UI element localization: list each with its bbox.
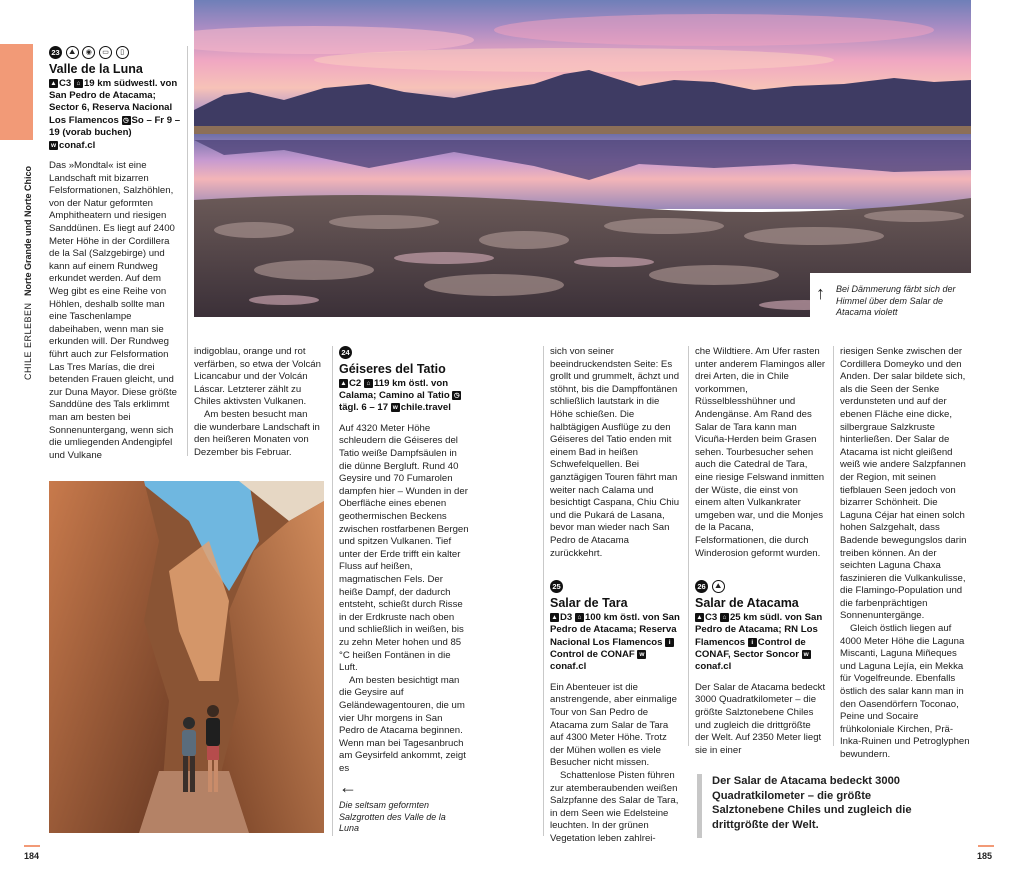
map-icon: ▲ — [340, 379, 347, 387]
side-head-part1: CHILE ERLEBEN — [23, 302, 33, 380]
clock-icon: ◷ — [454, 392, 460, 399]
caption-bottom: Die seltsam geformten Salzgrotten des Valle de la Luna — [339, 800, 446, 833]
camera-icon: ◉ — [82, 46, 95, 59]
divider — [332, 346, 333, 836]
bag-icon: ▯ — [116, 46, 129, 59]
column-1 — [49, 46, 182, 462]
hiking-icon: ⛰ — [712, 580, 725, 593]
column-3: 24 Géiseres del Tatio ▲ C2 ⌂ 119 km östl. von Calama; Camino al Tatio ◷tägl. 6 – 17 w chile.travel Auf 4320 Meter Höhe schleudern die Géiseres del Tatio weiße Dampfsäulen in die dünne Bergluft. Rund 40 Geysire und 70 Fumarolen dampfen hier – Wunden in der Oberfläche eines ebenen geothermischen Beckens zwischen rostfarbenen Bergen und spitzen Vulkanen. Tief unter der Erde trifft ein kalter Fluss auf heißen, magmatischen Fels. Der heiße Dampf, der dadurch entsteht, schießt durch Risse in der Erdkruste nach oben und schließlich in weißen, bis zu zehn Meter hohen und 85 °C heißen Fontänen in die Luft. Am besten besichtigt man die Geysire auf Geländewagentouren, die um vier Uhr morgens in San Pedro de Atacama beginnen. Wenn man bei Tagesanbruch am Geysirfeld ankommt, zeigt es — [339, 348, 469, 774]
entry-23-icons — [49, 46, 182, 60]
info-icon: i — [748, 638, 757, 647]
location-icon: ⌂ — [364, 379, 373, 388]
arrow-up-icon: ↑ — [816, 283, 825, 303]
bus-icon: ▭ — [99, 46, 112, 59]
pull-quote-bar — [697, 774, 702, 838]
entry-25-web[interactable]: conaf.cl — [550, 661, 587, 673]
side-accent-tab — [0, 44, 33, 140]
hiking-icon: ⛰ — [66, 46, 79, 59]
entry-number-badge: 23 — [49, 46, 62, 59]
entry-23-title: Valle de la Luna — [49, 61, 143, 76]
entry-24-info: ▲ C2 ⌂ 119 km östl. von Calama; Camino al Tatio ◷tägl. 6 – 17 w chile.travel — [339, 377, 460, 414]
page-number-right: 185 — [977, 851, 993, 861]
entry-25-icons — [550, 580, 681, 594]
page-marker-right — [978, 845, 994, 847]
map-icon: ▲ — [696, 613, 703, 621]
divider — [187, 46, 188, 456]
column-2-text: indigoblau, orange und rot verfärben, so etwa der Volcán Licancabur und der Volcán Láscar. Letzterer zählt zu Chiles aktivsten Vulkanen. Am besten besucht man die wunderbare Landschaft in den heißeren Monaten von Dezember bis Februar. — [194, 346, 321, 458]
entry-23-web[interactable]: conaf.cl — [59, 139, 96, 151]
entry-25-title: Salar de Tara — [550, 595, 628, 610]
salar-dusk-photo — [194, 0, 971, 317]
map-icon: ▲ — [551, 613, 558, 621]
web-icon: w — [392, 404, 398, 412]
entry-23-info: ▲ C3 ⌂ 19 km südwestl. von San Pedro de Atacama; Sector 6, Reserva Nacional Los Flamencos ◷ So – Fr 9 – 19 (vorab buchen) w conaf.cl — [49, 77, 181, 151]
caption-top: Bei Dämmerung färbt sich der Himmel über dem Salar de Atacama violett — [836, 284, 956, 317]
arrow-left-icon: ← — [339, 777, 357, 797]
info-icon: i — [665, 638, 674, 647]
valle-de-la-luna-photo — [49, 481, 324, 833]
pull-quote: Der Salar de Atacama bedeckt 3000 Quadratkilometer – die größte Salztonebene Chiles und zugleich die drittgrößte der Welt. — [712, 775, 912, 831]
side-head-part2: Norte Grande und Norte Chico — [23, 165, 33, 296]
entry-26-web[interactable]: conaf.cl — [695, 661, 732, 673]
entry-number-badge: 24 — [339, 346, 352, 359]
page-number-left: 184 — [24, 851, 40, 861]
entry-26-title: Salar de Atacama — [695, 595, 799, 610]
location-icon: ⌂ — [720, 613, 729, 622]
divider — [833, 346, 834, 746]
entry-number-badge: 26 — [695, 580, 708, 593]
clock-icon: ◷ — [123, 116, 129, 124]
column-6: riesigen Senke zwischen der Cordillera Domeyko und den Anden. Der salar bildete sich, als die Seen der Senke verdunsteten und auf der ebenen Fläche eine dicke, silbergraue Salzkruste hinterließen. Der Salar de Atacama ist nicht gleißend weiß wie andere Salzpfannen der Region, mit seinen tiefblauen Seen jedoch von bizarrer Schönheit. Die Laguna Céjar hat einen solch hohen Salzgehalt, dass Badende bewegungslos darin treiben können. An der seichten Laguna Chaxa faszinieren die Vulkankulisse, die Flamingo-Population und die farbenprächtigen Sonnenuntergänge. Gleich östlich liegen auf 4000 Meter Höhe die Laguna Miscanti, Laguna Miñeques und Laguna Lejía, ein Mekka für Vogelfreunde. Ebenfalls östlich des salar kann man in den Oasendörfern Toconao, Peine und Socaire frühkoloniale Kirchen, Prä-Inka-Ruinen und Petroglyphen bewundern. — [840, 346, 970, 760]
column-5: che Wildtiere. Am Ufer rasten unter anderem Flamingos aller drei Arten, die in Chile vorkommen, Rüsselblesshühner und Andengänse. Am Rand des Salar de Tara kann man Vicuña-Herden beim Grasen sehen. Tourbesucher sehen auch die Catedral de Tara, eine riesige Felswand inmitten der Wüste, die einst von einem alten Vulkankrater umgeben war, und die Monjes de la Pacana, Felsformationen, die durch Winderosion geformt wurden. 26 ⛰ Salar de Atacama ▲ C3 ⌂ 25 km südl. von San Pedro de Atacama; RN Los Flamencos i Control de CONAF, Sector Soncor wconaf.cl Der Salar de Atacama bedeckt 3000 Quadratkilometer – die größte Salztonebene Chiles und zugleich die drittgrößte der Welt. Auf 2350 Meter liegt sie in einer — [695, 346, 826, 756]
map-icon: ▲ — [50, 79, 57, 87]
entry-26-info: ▲ C3 ⌂ 25 km südl. von San Pedro de Atacama; RN Los Flamencos i Control de CONAF, Sector Soncor wconaf.cl — [695, 611, 823, 673]
entry-23-text: Das »Mondtal« ist eine Landschaft mit bizarren Felsformationen, Salzhöhlen, von der Natur geformten Amphitheatern und riesigen Sanddünen. Es liegt auf 2400 Meter Höhe in der Cordillera de la Sal (Salzgebirge) und kann auf einem Rundweg erkundet werden. Auf dem Weg gibt es eine Reihe von Höhlen, deshalb sollte man eine Taschenlampe dabeihaben, wenn man sie erkunden will. Der Rundweg führt auch zur Felsformation Las Tres Marías, die drei betenden Frauen gleicht, und zur Duna Mayor. Diese größte Sanddüne des Tals erklimmt man am besten bei Sonnenuntergang, wenn sich die umliegenden Andengipfel und Vulkane — [49, 160, 177, 461]
web-icon: w — [50, 141, 57, 149]
entry-24-icons — [339, 346, 469, 360]
location-icon: ⌂ — [575, 613, 584, 622]
entry-number-badge: 25 — [550, 580, 563, 593]
entry-26-icons — [695, 580, 826, 594]
side-running-head — [22, 166, 34, 380]
page-marker-left — [24, 845, 40, 847]
entry-24-title: Géiseres del Tatio — [339, 361, 446, 376]
divider — [688, 346, 689, 746]
column-4: sich von seiner beeindruckendsten Seite: Es grollt und grummelt, ächzt und stöhnt, bis die Dampffontänen schließlich lautstark in die Höhe schießen. Die halbtägigen Ausflüge zu den Géiseres del Tatio enden mit einem Bad in heißen Schwefelquellen. Bei ganztägigen Touren fährt man weiter nach Calama und besichtigt Caspana, Chiu Chiu und die Pukará de Lasana, bevor man wieder nach San Pedro de Atacama zurückkehrt. 25 Salar de Tara ▲ D3 ⌂ 100 km östl. von San Pedro de Atacama; Reserva Nacional Los Flamencos iControl de CONAF wconaf.cl Ein Abenteuer ist die anstrengende, aber einmalige Tour von San Pedro de Atacama zum Salar de Tara auf 4300 Meter Höhe. Trotz der Mühen wollen es viele Besucher nicht missen. Schattenlose Pisten führen zur atemberaubenden weißen Salzpfanne des Salar de Tara, in dem Seen wie Edelsteine leuchten. In der grünen Vegetation leben zahlrei- — [550, 346, 680, 844]
web-icon: w — [639, 650, 645, 658]
entry-25-info: ▲ D3 ⌂ 100 km östl. von San Pedro de Atacama; Reserva Nacional Los Flamencos iControl de CONAF wconaf.cl — [550, 611, 680, 673]
entry-24-web[interactable]: chile.travel — [400, 402, 451, 414]
divider — [543, 346, 544, 836]
web-icon: w — [803, 650, 809, 658]
location-icon: ⌂ — [74, 79, 83, 88]
